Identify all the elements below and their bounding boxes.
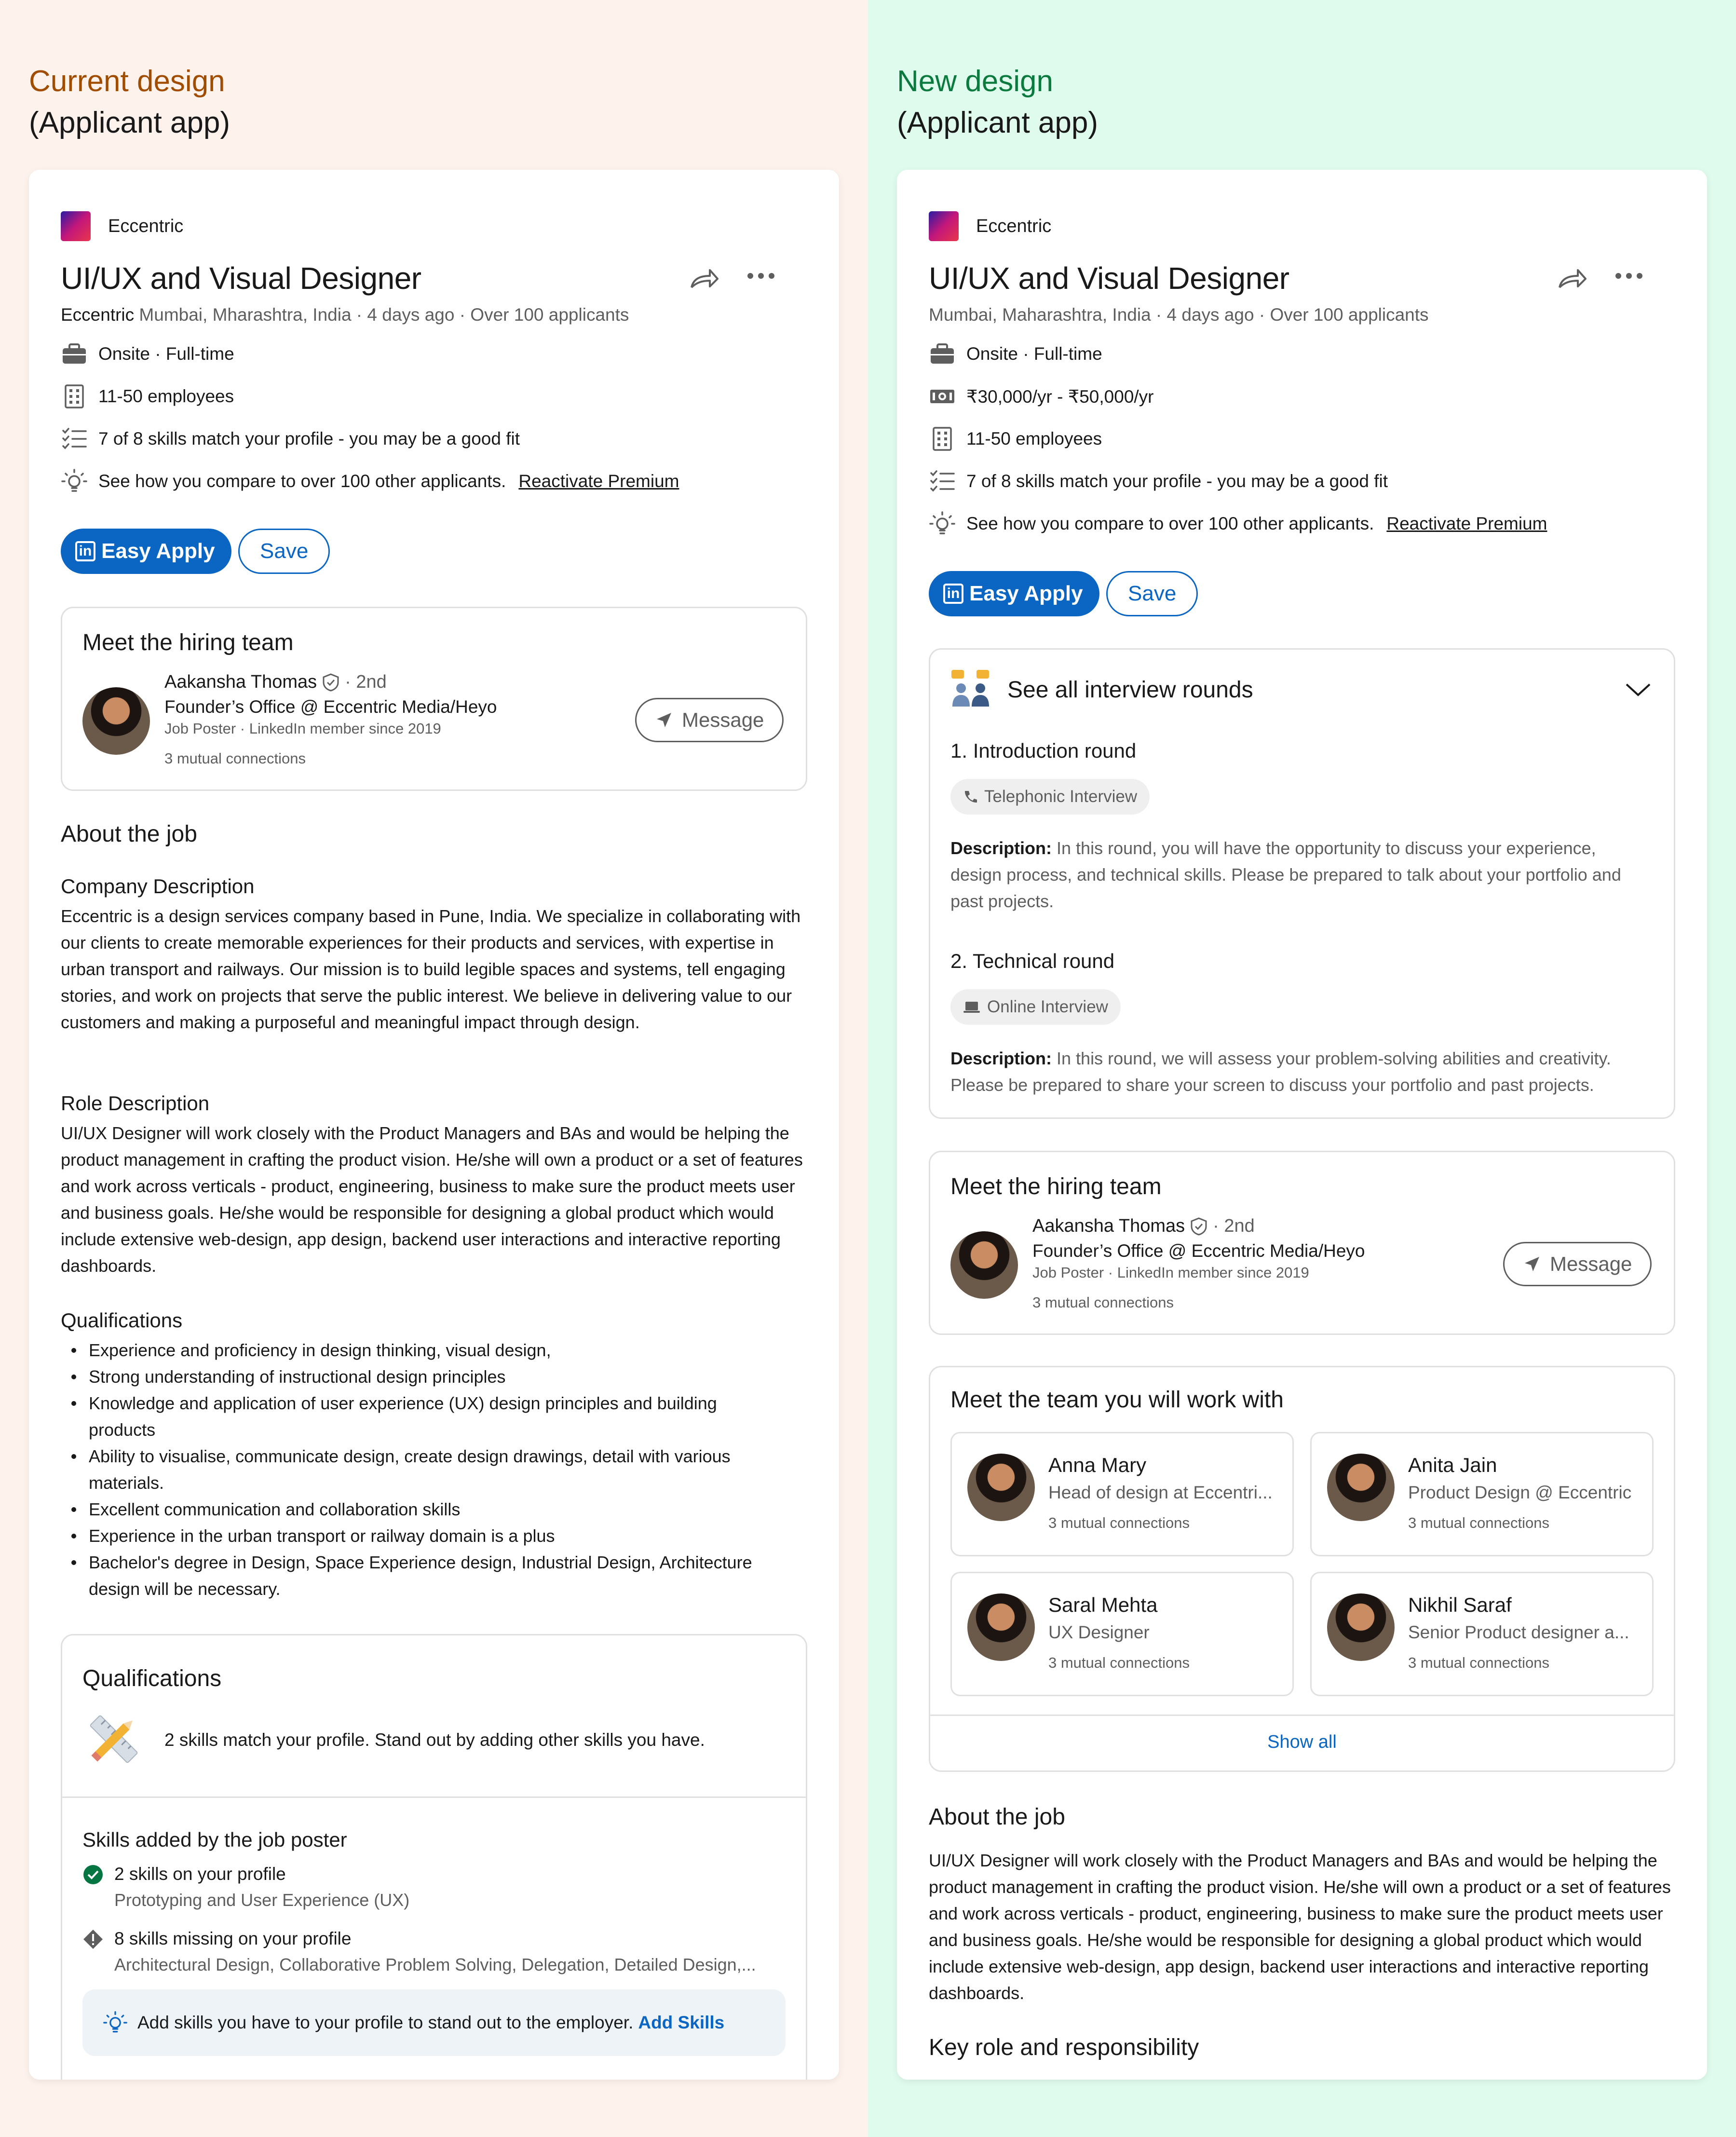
easy-apply-button[interactable] bbox=[929, 571, 1099, 616]
list-item: Strong understanding of instructional design principles bbox=[61, 1363, 774, 1390]
verified-shield-icon bbox=[1190, 1217, 1208, 1236]
reactivate-premium-link[interactable]: Reactivate Premium bbox=[1386, 514, 1547, 533]
member-role: Product Design @ Eccentric bbox=[1408, 1483, 1632, 1502]
easy-apply-label: Easy Apply bbox=[101, 539, 215, 563]
skills-on-profile: 2 skills on your profile bbox=[114, 1864, 286, 1884]
round2-desc-text: In this round, we will assess your problem-solving abilities and creativity. Please be prepared to share your screen to discuss your portfolio and past projects. bbox=[950, 1048, 1611, 1095]
member-name: Anna Mary bbox=[1048, 1454, 1147, 1476]
member-name: Saral Mehta bbox=[1048, 1593, 1158, 1616]
checklist-icon bbox=[61, 425, 88, 452]
message-label: Message bbox=[1550, 1252, 1632, 1275]
warning-diamond-icon bbox=[82, 1929, 104, 1950]
lightbulb-icon bbox=[103, 2010, 128, 2035]
round1-chip-label: Telephonic Interview bbox=[984, 787, 1138, 806]
mutual-connections: 3 mutual connections bbox=[1032, 1294, 1174, 1311]
skills-missing: 8 skills missing on your profile bbox=[114, 1929, 352, 1948]
member-role: UX Designer bbox=[1048, 1622, 1150, 1642]
member-name: Anita Jain bbox=[1408, 1454, 1497, 1476]
employees: 11-50 employees bbox=[98, 386, 234, 406]
panel-heading bbox=[897, 61, 1098, 144]
hiring-details: Job Poster · LinkedIn member since 2019 bbox=[164, 720, 441, 737]
list-item: Knowledge and application of user experience (UX) design principles and building products bbox=[61, 1390, 774, 1443]
skills-match: 7 of 8 skills match your profile - you may be a good fit bbox=[98, 429, 520, 449]
job-meta-details: Mumbai, Mharashtra, India · 4 days ago · Over 100 applicants bbox=[134, 305, 629, 325]
share-icon[interactable] bbox=[1557, 266, 1587, 292]
key-role-title: Key role and responsibility bbox=[929, 2035, 1199, 2060]
avatar bbox=[1327, 1593, 1395, 1661]
list-item: Experience and proficiency in design thinking, visual design, bbox=[61, 1337, 774, 1363]
ruler-pencil-icon bbox=[82, 1708, 145, 1770]
panel-title: Current design bbox=[29, 65, 225, 98]
lightbulb-icon bbox=[929, 510, 956, 537]
panel-subtitle: (Applicant app) bbox=[897, 106, 1099, 139]
message-button[interactable] bbox=[1503, 1242, 1652, 1286]
hiring-team-title: Meet the hiring team bbox=[82, 630, 294, 655]
member-name: Nikhil Saraf bbox=[1408, 1593, 1512, 1616]
salary: ₹30,000/yr - ₹50,000/yr bbox=[966, 386, 1154, 407]
job-meta bbox=[61, 305, 629, 325]
work-type: Onsite · Full-time bbox=[98, 344, 234, 364]
employees-row bbox=[929, 425, 1102, 452]
divider bbox=[62, 1797, 806, 1798]
hiring-name[interactable]: Aakansha Thomas bbox=[1032, 1216, 1185, 1236]
company-logo bbox=[929, 211, 959, 241]
round1-chip bbox=[950, 779, 1150, 815]
member-mutual: 3 mutual connections bbox=[1408, 1654, 1549, 1671]
job-card bbox=[897, 170, 1707, 2080]
new-design-panel bbox=[868, 0, 1736, 2137]
avatar bbox=[967, 1593, 1035, 1661]
divider bbox=[930, 1715, 1674, 1716]
team-card bbox=[929, 1366, 1675, 1772]
company-name[interactable]: Eccentric bbox=[976, 216, 1052, 236]
salary-row bbox=[929, 383, 1154, 410]
skills-match-row bbox=[61, 425, 520, 452]
hiring-team-card bbox=[929, 1151, 1675, 1335]
building-icon bbox=[929, 425, 956, 452]
list-item: Ability to visualise, communicate design, create design drawings, detail with various materials. bbox=[61, 1443, 774, 1496]
work-type-row bbox=[61, 340, 234, 368]
avatar[interactable] bbox=[82, 687, 150, 755]
job-title: UI/UX and Visual Designer bbox=[61, 261, 421, 296]
interview-rounds-card bbox=[929, 648, 1675, 1119]
share-icon[interactable] bbox=[689, 266, 719, 292]
check-circle-icon bbox=[82, 1864, 104, 1885]
more-options-icon[interactable] bbox=[746, 271, 776, 281]
avatar bbox=[1327, 1454, 1395, 1521]
team-member-card[interactable] bbox=[1310, 1432, 1654, 1556]
checklist-icon bbox=[929, 468, 956, 495]
list-item: Experience in the urban transport or railway domain is a plus bbox=[61, 1523, 774, 1549]
interview-people-icon bbox=[949, 668, 994, 708]
member-mutual: 3 mutual connections bbox=[1048, 1654, 1190, 1671]
member-role: Senior Product designer a... bbox=[1408, 1622, 1629, 1642]
panel-heading bbox=[29, 61, 230, 144]
connection-degree: · 2nd bbox=[1213, 1216, 1255, 1236]
round1-description bbox=[950, 835, 1650, 914]
easy-apply-label: Easy Apply bbox=[969, 582, 1083, 605]
avatar[interactable] bbox=[950, 1231, 1018, 1299]
list-item: Excellent communication and collaboration skills bbox=[61, 1496, 774, 1523]
member-mutual: 3 mutual connections bbox=[1408, 1514, 1549, 1531]
company-name[interactable]: Eccentric bbox=[108, 216, 184, 236]
skills-on-profile-list: Prototyping and User Experience (UX) bbox=[114, 1890, 410, 1910]
briefcase-icon bbox=[61, 340, 88, 368]
employees-row bbox=[61, 383, 234, 410]
message-button[interactable] bbox=[635, 698, 784, 742]
connection-degree: · 2nd bbox=[345, 672, 387, 692]
panel-subtitle: (Applicant app) bbox=[29, 106, 231, 139]
work-type: Onsite · Full-time bbox=[966, 344, 1102, 364]
team-member-card[interactable] bbox=[950, 1572, 1294, 1696]
send-icon bbox=[655, 711, 673, 729]
lightbulb-icon bbox=[61, 468, 88, 495]
reactivate-premium-link[interactable]: Reactivate Premium bbox=[518, 471, 679, 491]
hiring-team-card bbox=[61, 607, 807, 791]
add-skills-tip bbox=[82, 1989, 786, 2056]
briefcase-icon bbox=[929, 340, 956, 368]
save-button[interactable]: Save bbox=[1106, 571, 1198, 616]
skills-match: 7 of 8 skills match your profile - you may be a good fit bbox=[966, 471, 1388, 491]
hiring-details: Job Poster · LinkedIn member since 2019 bbox=[1032, 1264, 1309, 1281]
round2-title: 2. Technical round bbox=[950, 950, 1115, 972]
easy-apply-button[interactable] bbox=[61, 529, 231, 574]
member-mutual: 3 mutual connections bbox=[1048, 1514, 1190, 1531]
job-meta-company: Eccentric bbox=[61, 305, 135, 325]
chevron-down-icon[interactable] bbox=[1625, 681, 1652, 698]
laptop-icon bbox=[963, 1000, 980, 1014]
about-job-title: About the job bbox=[61, 821, 197, 847]
work-type-row bbox=[929, 340, 1102, 368]
round2-chip bbox=[950, 989, 1121, 1025]
role-description: UI/UX Designer will work closely with the Product Managers and BAs and would be helping the product management in crafting the product vision. He/she will own a product or a set of features and work across verticals - product, engineering, business to make sure the product meets user and business goals. He/she would be responsible for designing a global product which would include extensive web-design, app design, backend user interactions and interactive reporting dashboards. bbox=[61, 1123, 803, 1276]
add-skills-tip-text: Add skills you have to your profile to stand out to the employer. bbox=[137, 2013, 634, 2032]
round2-label: Description: bbox=[950, 1048, 1052, 1068]
verified-shield-icon bbox=[322, 673, 340, 692]
round1-desc-text: In this round, you will have the opportunity to discuss your experience, design process, and technical skills. Please be prepared to talk about your portfolio and past projects. bbox=[950, 838, 1621, 911]
compare-row bbox=[929, 510, 1547, 537]
skills-missing-list: Architectural Design, Collaborative Problem Solving, Delegation, Detailed Design,... bbox=[114, 1955, 756, 1974]
team-title: Meet the team you will work with bbox=[950, 1387, 1284, 1413]
hiring-role: Founder’s Office @ Eccentric Media/Heyo bbox=[164, 697, 497, 717]
linkedin-icon: in bbox=[75, 541, 95, 561]
hiring-role: Founder’s Office @ Eccentric Media/Heyo bbox=[1032, 1241, 1365, 1261]
interview-rounds-title[interactable]: See all interview rounds bbox=[1007, 677, 1253, 703]
member-role: Head of design at Eccentri... bbox=[1048, 1483, 1273, 1502]
qualifications-list bbox=[61, 1337, 774, 1602]
compare-text: See how you compare to over 100 other applicants. bbox=[966, 514, 1374, 533]
more-options-icon[interactable] bbox=[1614, 271, 1644, 281]
send-icon bbox=[1523, 1255, 1541, 1273]
phone-icon bbox=[963, 789, 977, 804]
job-card bbox=[29, 170, 839, 2080]
qualifications-card-title: Qualifications bbox=[82, 1666, 222, 1691]
compare-row bbox=[61, 468, 679, 495]
panel-title: New design bbox=[897, 65, 1053, 98]
round1-label: Description: bbox=[950, 838, 1052, 858]
role-description-title: Role Description bbox=[61, 1092, 210, 1115]
avatar bbox=[967, 1454, 1035, 1521]
round1-title: 1. Introduction round bbox=[950, 739, 1137, 762]
mutual-connections: 3 mutual connections bbox=[164, 750, 306, 767]
job-title: UI/UX and Visual Designer bbox=[929, 261, 1289, 296]
money-icon bbox=[929, 383, 956, 410]
round2-chip-label: Online Interview bbox=[987, 997, 1108, 1016]
qualifications-card bbox=[61, 1634, 807, 2080]
skills-added-title: Skills added by the job poster bbox=[82, 1828, 347, 1851]
hiring-name-row bbox=[164, 672, 387, 693]
hiring-team-title: Meet the hiring team bbox=[950, 1174, 1162, 1199]
add-skills-link[interactable]: Add Skills bbox=[638, 2013, 725, 2032]
skills-match-row bbox=[929, 468, 1388, 495]
building-icon bbox=[61, 383, 88, 410]
compare-text: See how you compare to over 100 other applicants. bbox=[98, 471, 506, 491]
job-meta: Mumbai, Maharashtra, India · 4 days ago · Over 100 applicants bbox=[929, 305, 1429, 325]
show-all-link[interactable]: Show all bbox=[1267, 1732, 1337, 1752]
save-button[interactable]: Save bbox=[238, 529, 330, 574]
qualifications-title: Qualifications bbox=[61, 1309, 183, 1332]
skills-match-text: 2 skills match your profile. Stand out by adding other skills you have. bbox=[164, 1730, 705, 1750]
company-logo bbox=[61, 211, 91, 241]
team-member-card[interactable] bbox=[950, 1432, 1294, 1556]
linkedin-icon: in bbox=[943, 584, 963, 604]
company-description: Eccentric is a design services company based in Pune, India. We specialize in collaborating with our clients to create memorable experiences for their products and services, with expertise in urban transport and railways. Our mission is to build legible spaces and systems, tell engaging stories, and work on projects that serve the public interest. We believe in delivering value to our customers and making a purposeful and meaningful impact through design. bbox=[61, 906, 801, 1032]
company-description-title: Company Description bbox=[61, 875, 255, 898]
about-job-title: About the job bbox=[929, 1804, 1065, 1830]
message-label: Message bbox=[682, 708, 764, 731]
team-member-card[interactable] bbox=[1310, 1572, 1654, 1696]
about-job-text: UI/UX Designer will work closely with the Product Managers and BAs and would be helping the product management in crafting the product vision. He/she will own a product or a set of features and work across verticals - product, engineering, business to make sure the product meets user and business goals. He/she would be responsible for designing a global product which would include extensive web-design, app design, backend user interactions and interactive reporting dashboards. bbox=[929, 1851, 1671, 2003]
hiring-name[interactable]: Aakansha Thomas bbox=[164, 672, 317, 692]
employees: 11-50 employees bbox=[966, 429, 1102, 449]
list-item: Bachelor's degree in Design, Space Experience design, Industrial Design, Architecture design will be necessary. bbox=[61, 1549, 774, 1602]
round2-description bbox=[950, 1045, 1650, 1098]
hiring-name-row bbox=[1032, 1216, 1255, 1237]
